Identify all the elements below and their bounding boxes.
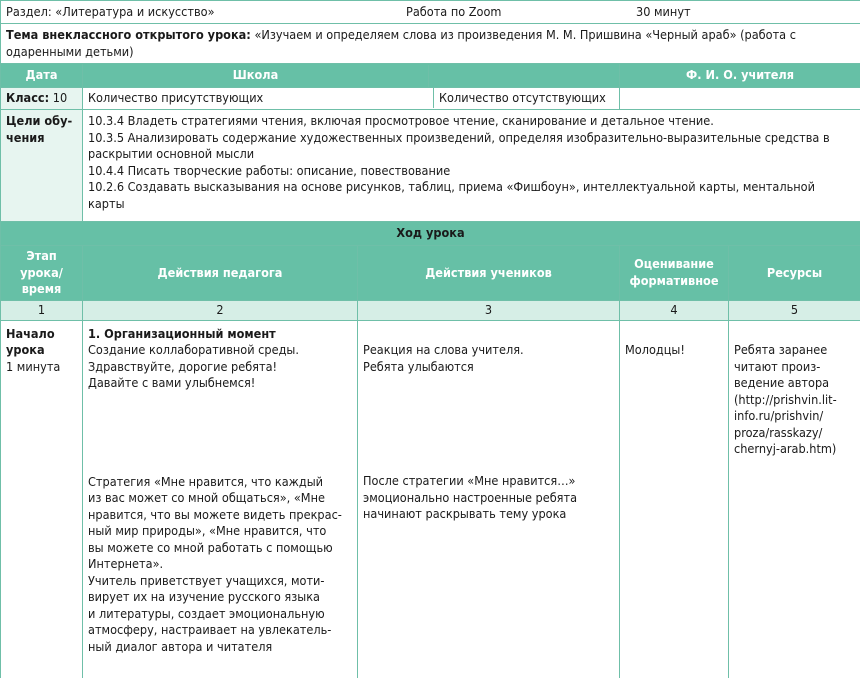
spacer (363, 375, 614, 473)
student-strategy-line: начинают раскрывать тему урока (363, 506, 567, 521)
teacher-strategy-line: вы можете со мной работать с помощью (88, 539, 333, 555)
goal-item: 10.4.4 Писать творческие работы: описание, повествование (88, 162, 451, 178)
teacher-heading: 1. Организационный момент (88, 325, 276, 341)
absent-spacer (620, 88, 860, 110)
resources-cell (729, 320, 860, 678)
present-label: Количество присутствующих (88, 90, 264, 105)
column-number: 4 (620, 300, 729, 320)
teacher-strategy-line: атмосферу, настраивает на увлекатель- (88, 622, 332, 637)
teacher-line: Давайте с вами улыбнемся! (88, 375, 256, 390)
teacher-actions-cell (83, 320, 358, 678)
class-row (1, 88, 860, 110)
spacer (625, 326, 723, 343)
teacher-strategy-line: Интернета». (88, 556, 164, 571)
goals-label-cell (1, 110, 83, 222)
stage-label: Начало (6, 325, 55, 341)
topic-cell (1, 24, 860, 64)
column-number: 2 (83, 300, 358, 320)
column-header-row (1, 246, 860, 301)
format-label: Работа по Zoom (406, 3, 502, 19)
resource-line: читают произ- (734, 358, 821, 374)
column-header-students: Действия учеников (358, 246, 620, 301)
spacer (88, 392, 352, 474)
info-header-row (1, 64, 860, 88)
class-cell (1, 88, 83, 110)
section-label: Раздел: «Литература и искусство» (6, 3, 215, 19)
teacher-strategy-line: из вас может со мной общаться», «Мне (88, 490, 325, 505)
column-number: 3 (358, 300, 620, 320)
goals-list (83, 110, 860, 222)
goals-label-2: чения (6, 129, 45, 145)
goal-item: 10.3.4 Владеть стратегиями чтения, включая просмотровое чтение, сканирование и детальное чтение. (88, 113, 714, 128)
teacher-strategy-line: Учитель приветствует учащихся, моти- (88, 572, 325, 588)
absent-label: Количество отсутствующих (433, 88, 619, 108)
stage-time: 1 минута (6, 358, 61, 374)
teacher-strategy-line: ный диалог автора и читателя (88, 638, 273, 654)
student-strategy-line: эмоционально настроенные ребята (363, 489, 578, 505)
class-value: 10 (52, 90, 68, 106)
stage-cell (1, 320, 83, 678)
teacher-line: Здравствуйте, дорогие ребята! (88, 358, 278, 374)
column-header-stage: Этап урока/ время (1, 246, 83, 301)
teacher-strategy-line: ный мир природы», «Мне нравится, что (88, 523, 327, 538)
topic-row (1, 24, 860, 64)
teacher-line: Создание коллаборативной среды. (88, 342, 299, 357)
lesson-title: Ход урока (1, 222, 860, 246)
lesson-row (1, 320, 860, 678)
teacher-strategy-line: нравится, что вы можете видеть прекрас- (88, 506, 342, 522)
spacer (734, 326, 855, 343)
resource-link-line[interactable]: info.ru/prishvin/ (734, 408, 824, 423)
section-row (1, 1, 860, 24)
school-header (83, 64, 620, 88)
resource-link-line[interactable]: proza/rasskazy/ (734, 424, 823, 440)
resource-line: ведение автора (734, 375, 830, 390)
student-line: Реакция на слова учителя. (363, 342, 524, 357)
teacher-strategy-line: Стратегия «Мне нравится, что каждый (88, 473, 324, 489)
goals-row (1, 110, 860, 222)
teacher-header: Ф. И. О. учителя (620, 64, 860, 88)
assessment-text: Молодцы! (625, 342, 685, 357)
class-label: Класс: (6, 90, 50, 106)
goal-item: 10.3.5 Анализировать содержание художественных произведений, определяя изобразительно-выразительные средства в раскрытии основной мысли (88, 129, 830, 161)
section-cell (1, 1, 860, 24)
duration-label: 30 минут (636, 3, 691, 19)
lesson-title-row (1, 222, 860, 246)
column-header-teacher: Действия педагога (83, 246, 358, 301)
resource-line: Ребята заранее (734, 342, 828, 357)
resource-link-line[interactable]: chernyj-arab.htm) (734, 441, 837, 456)
column-number: 1 (1, 300, 83, 320)
topic-label: Тема внеклассного открытого урока: (6, 27, 251, 42)
student-line: Ребята улыбаются (363, 358, 474, 374)
goals-label-1: Цели обу- (6, 113, 73, 128)
column-header-assessment: Оценивание формативное (620, 246, 729, 301)
assessment-cell (620, 320, 729, 678)
teacher-strategy-line: и литературы, создает эмоциональную (88, 605, 325, 621)
teacher-strategy-line: вирует их на изучение русского языка (88, 589, 321, 604)
column-number: 5 (729, 300, 860, 320)
column-header-resources: Ресурсы (729, 246, 860, 301)
resource-link-line[interactable]: (http://prishvin.lit- (734, 391, 837, 407)
spacer (363, 326, 614, 343)
student-actions-cell (358, 320, 620, 678)
school-header-label: Школа (232, 67, 279, 83)
date-header: Дата (1, 64, 83, 88)
column-number-row (1, 300, 860, 320)
goal-item: 10.2.6 Создавать высказывания на основе рисунков, таблиц, приема «Фишбоун», интеллектуальной карты, ментальной карты (88, 179, 815, 211)
topic-text: «Изучаем и определяем слова из произведения М. М. Пришвина «Черный араб» (работа с одаренными детьми) (6, 27, 796, 59)
student-strategy-line: После стратегии «Мне нравится…» (363, 473, 576, 488)
stage-label: урока (6, 342, 45, 357)
present-cell (83, 88, 620, 110)
